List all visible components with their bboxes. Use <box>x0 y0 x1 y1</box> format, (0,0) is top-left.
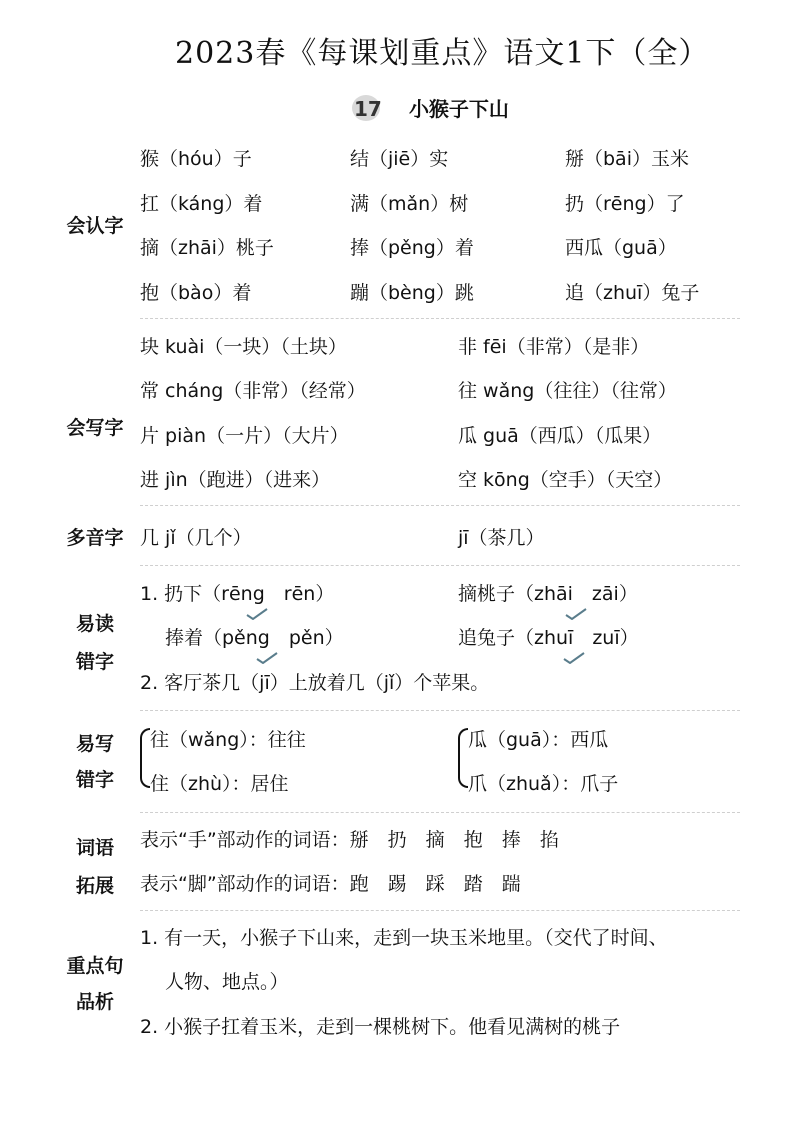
misread-item: 追兔子（zhuī zuī） <box>458 627 639 649</box>
section-label-miswrite: 易写 <box>75 733 114 755</box>
section-label-recognize: 会认字 <box>66 215 124 237</box>
vocab-foot: 表示“脚”部动作的词语：跑 踢 踩 踏 踹 <box>140 873 521 895</box>
write-item: 块 kuài（一块）（土块） <box>140 336 347 358</box>
recognize-item: 抱（bào）着 <box>140 282 252 304</box>
section-label-misread: 错字 <box>75 651 114 673</box>
key-sentence: 2. 小猴子扛着玉米，走到一棵桃树下。他看见满树的桃子 <box>140 1016 621 1038</box>
divider <box>140 318 740 319</box>
miswrite-item: 爪（zhuǎ）：爪子 <box>468 773 619 795</box>
divider <box>140 505 740 506</box>
misread-item: 1. 扔下（rēng rēn） <box>140 583 335 605</box>
recognize-item: 西瓜（guā） <box>565 237 677 259</box>
key-sentence: 1. 有一天，小猴子下山来，走到一块玉米地里。（交代了时间、 <box>140 927 668 949</box>
recognize-item: 蹦（bèng）跳 <box>350 282 474 304</box>
miswrite-item: 瓜（guā）：西瓜 <box>468 729 609 751</box>
write-item: 进 jìn（跑进）（进来） <box>140 469 331 491</box>
divider <box>140 565 740 566</box>
recognize-item: 扔（rēng）了 <box>565 193 685 215</box>
misread-item: 摘桃子（zhāi zāi） <box>458 583 638 605</box>
recognize-item: 摘（zhāi）桃子 <box>140 237 274 259</box>
write-item: 片 piàn（一片）（大片） <box>140 425 349 447</box>
section-label-misread: 易读 <box>75 613 114 635</box>
recognize-item: 结（jiē）实 <box>350 148 449 170</box>
misread-sentence: 2. 客厅茶几（jī）上放着几（jǐ）个苹果。 <box>140 672 490 694</box>
write-item: 往 wǎng（往往）（往常） <box>458 380 677 402</box>
section-label-write: 会写字 <box>66 417 124 439</box>
section-label-key-sentences: 重点句 <box>66 955 124 977</box>
divider <box>140 910 740 911</box>
checkmark-icon <box>563 652 585 664</box>
left-brace <box>140 728 150 788</box>
recognize-item: 追（zhuī）兔子 <box>565 282 700 304</box>
write-item: 非 fēi（非常）（是非） <box>458 336 650 358</box>
lesson-heading <box>350 93 509 123</box>
section-label-vocab: 拓展 <box>75 875 114 897</box>
polyphone-item: 几 jǐ（几个） <box>140 527 252 549</box>
lesson-title: 小猴子下山 <box>408 97 509 121</box>
key-sentence: 人物、地点。） <box>165 971 289 993</box>
lesson-number: 17 <box>350 97 386 121</box>
right-brace <box>458 728 468 788</box>
divider <box>140 812 740 813</box>
recognize-item: 掰（bāi）玉米 <box>565 148 689 170</box>
section-label-key-sentences: 品析 <box>75 991 114 1013</box>
section-label-miswrite: 错字 <box>75 769 114 791</box>
write-item: 常 cháng（非常）（经常） <box>140 380 366 402</box>
document-title: 2023春《每课划重点》语文1下（全） <box>175 36 710 71</box>
recognize-item: 满（mǎn）树 <box>350 193 469 215</box>
miswrite-item: 往（wǎng）：往往 <box>150 729 306 751</box>
vocab-hand: 表示“手”部动作的词语：掰 扔 摘 抱 捧 掐 <box>140 829 559 851</box>
section-label-polyphone: 多音字 <box>66 527 124 549</box>
write-item: 空 kōng（空手）（天空） <box>458 469 673 491</box>
checkmark-icon <box>256 652 278 664</box>
polyphone-item: jī（茶几） <box>458 527 545 549</box>
checkmark-icon <box>565 608 587 620</box>
divider <box>140 710 740 711</box>
miswrite-item: 住（zhù）：居住 <box>150 773 289 795</box>
write-item: 瓜 guā（西瓜）（瓜果） <box>458 425 662 447</box>
checkmark-icon <box>246 608 268 620</box>
misread-item: 捧着（pěng pěn） <box>165 627 344 649</box>
recognize-item: 猴（hóu）子 <box>140 148 252 170</box>
section-label-vocab: 词语 <box>75 837 114 859</box>
recognize-item: 捧（pěng）着 <box>350 237 474 259</box>
recognize-item: 扛（káng）着 <box>140 193 263 215</box>
